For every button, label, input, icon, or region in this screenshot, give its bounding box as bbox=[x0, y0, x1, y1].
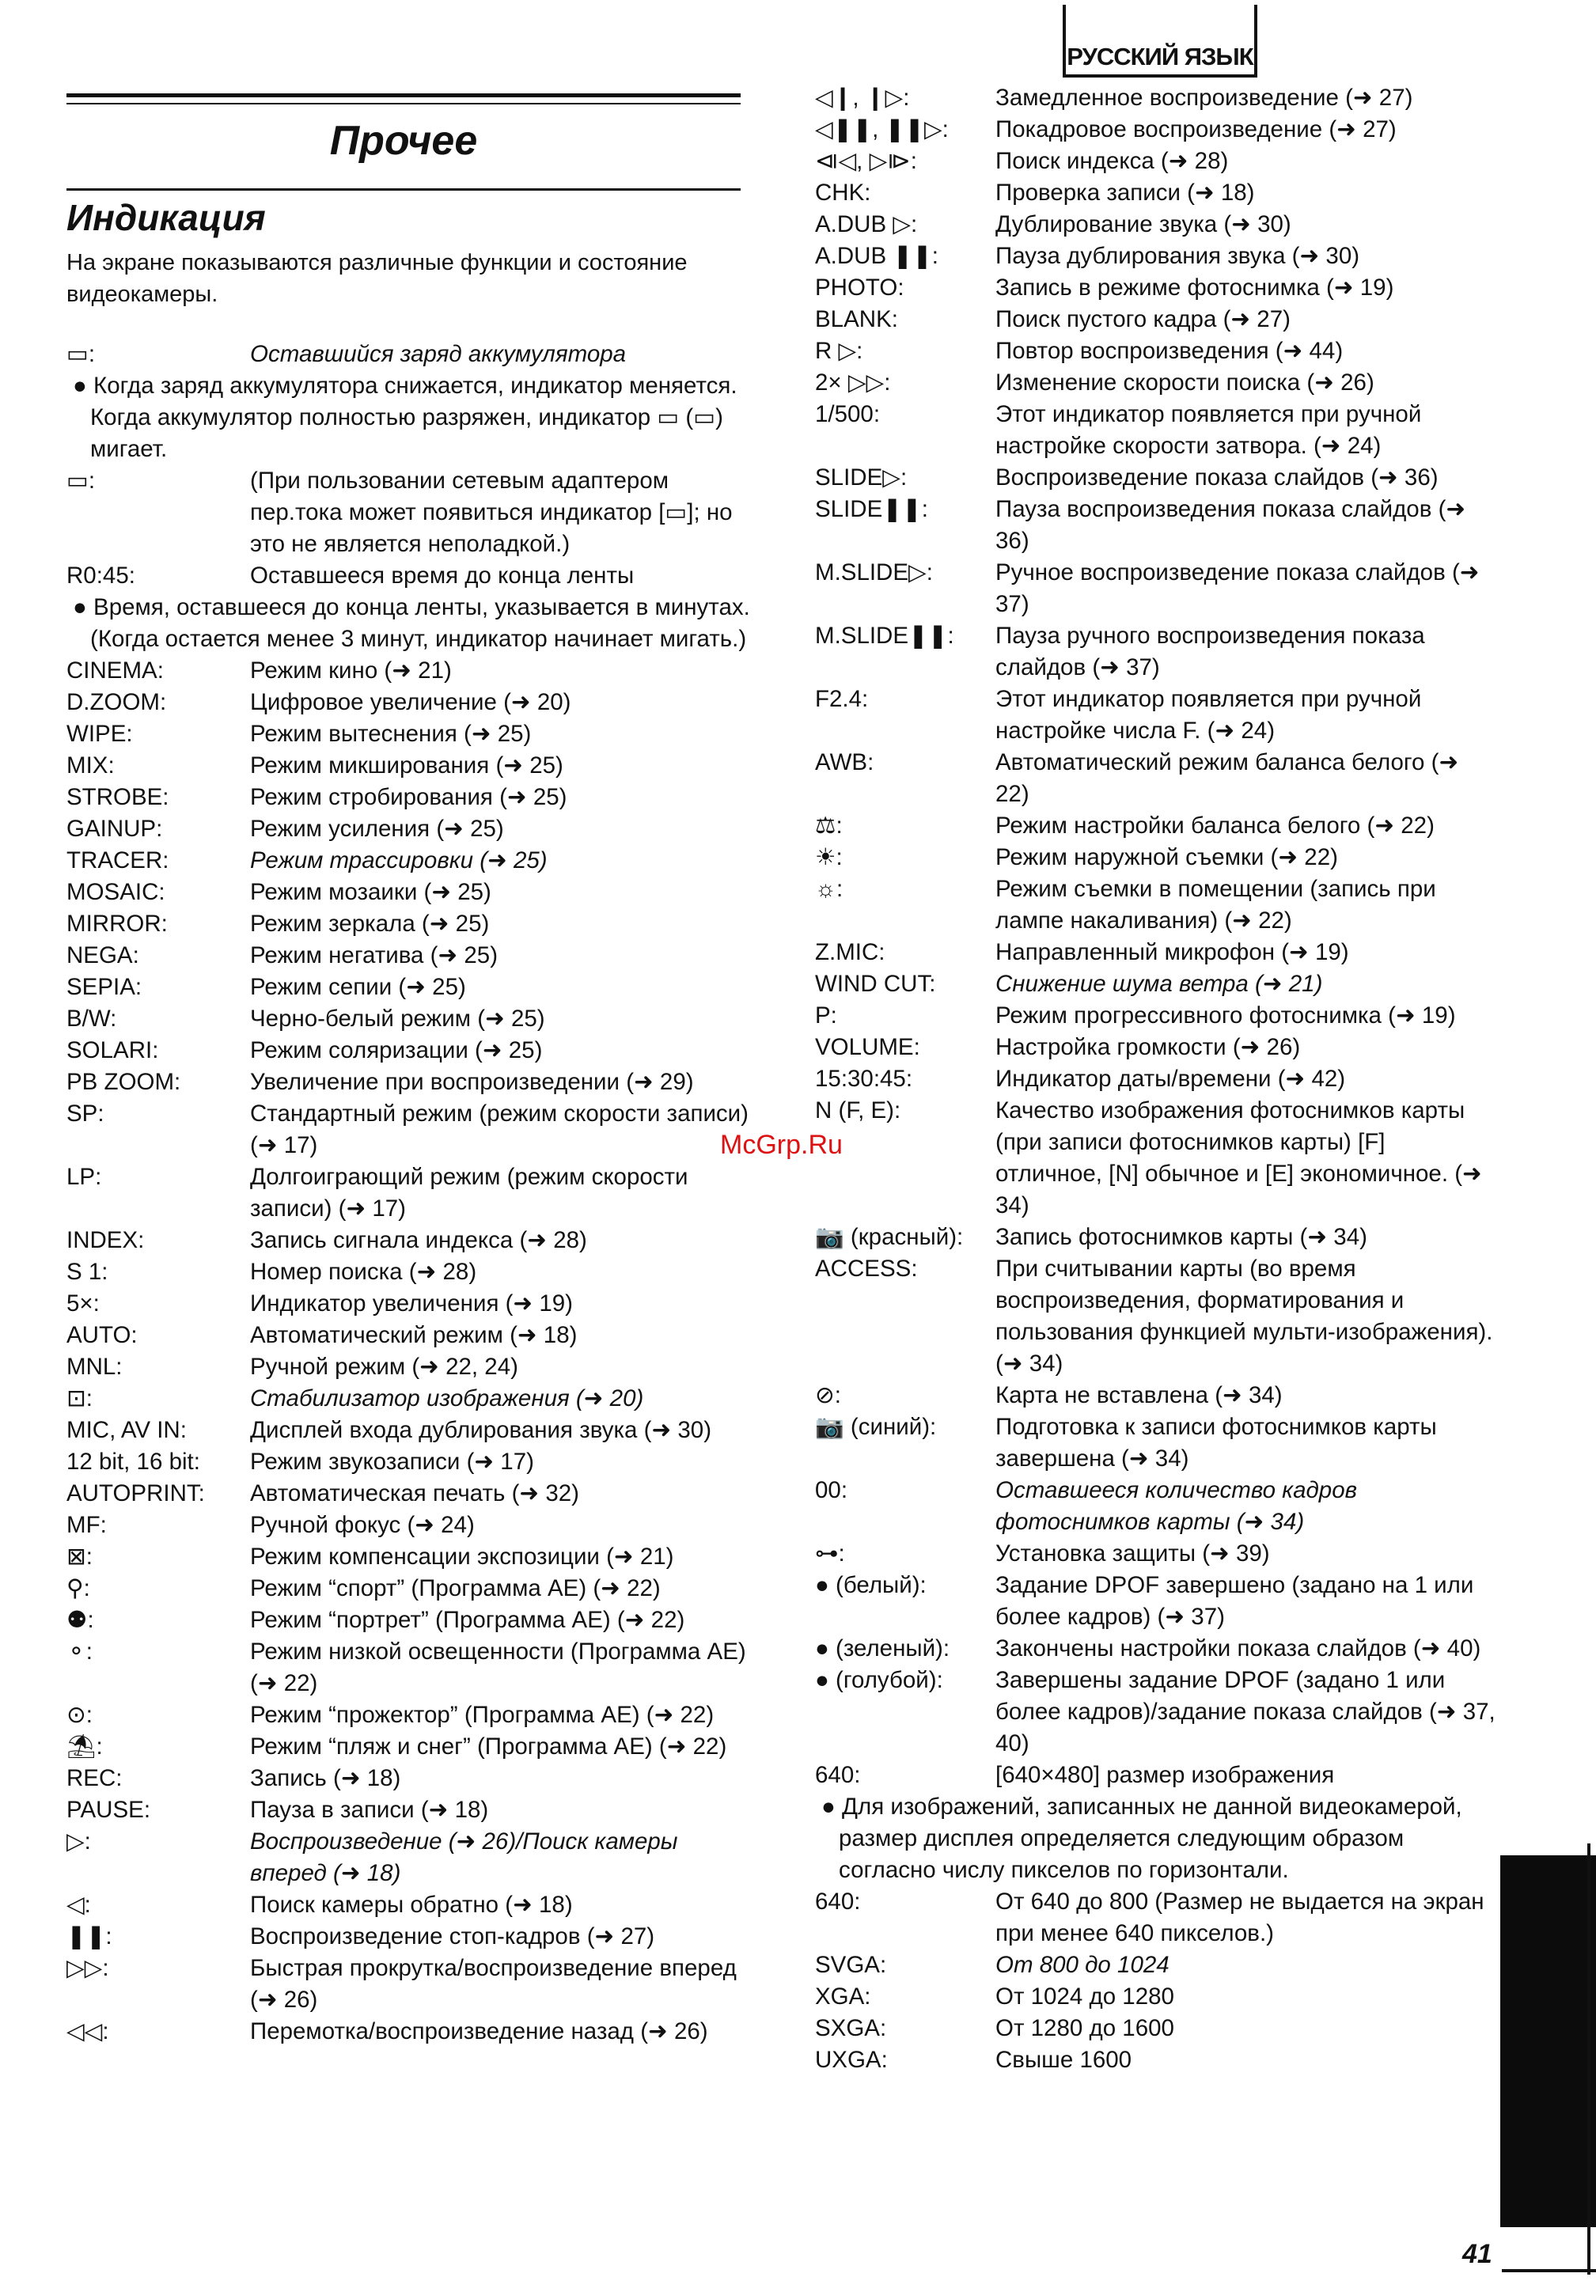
indicator-key: 📷 (синий): bbox=[815, 1414, 937, 1440]
indicator-description: Поиск индекса (➜ 28) bbox=[995, 148, 1229, 174]
indicator-key: 15:30:45: bbox=[815, 1066, 913, 1092]
bullet-note: ● Для изображений, записанных не данной видеокамерой, размер дисплея определяется следующим образом согласно числу пикселов по горизонтали. bbox=[821, 1794, 1462, 1883]
indicator-description: Индикатор увеличения (➜ 19) bbox=[250, 1290, 573, 1317]
indicator-key: NEGA: bbox=[66, 942, 139, 968]
indicator-row bbox=[66, 1763, 755, 1794]
indicator-row bbox=[815, 209, 1496, 241]
indicator-key: A.DUB ▷: bbox=[815, 211, 918, 237]
indicator-description: От 800 до 1024 bbox=[995, 1952, 1170, 1978]
indicator-key: WIPE: bbox=[66, 721, 133, 747]
indicator-key: ⛱: bbox=[66, 1733, 103, 1760]
indicator-row bbox=[66, 845, 755, 877]
page-number: 41 bbox=[1462, 2239, 1492, 2269]
indicator-key: UXGA: bbox=[815, 2047, 888, 2073]
language-tab: РУССКИЙ ЯЗЫК bbox=[1063, 5, 1257, 78]
indicator-key: N (F, E): bbox=[815, 1097, 901, 1123]
indicator-row bbox=[815, 810, 1496, 842]
indicator-key: D.ZOOM: bbox=[66, 689, 167, 715]
indicator-key: MF: bbox=[66, 1512, 107, 1538]
indicator-description: Качество изображения фотоснимков карты (при записи фотоснимков карты) [F] отличное, [N] обычное и [E] экономичное. (➜ 34) bbox=[995, 1097, 1482, 1218]
indicator-key: ⚲: bbox=[66, 1575, 90, 1601]
indicator-description: Этот индикатор появляется при ручной настройке скорости затвора. (➜ 24) bbox=[995, 401, 1422, 459]
indicator-row bbox=[66, 1098, 755, 1161]
indicator-key: ◁❚❚, ❚❚▷: bbox=[815, 116, 949, 142]
indicator-row bbox=[66, 1161, 755, 1225]
indicator-key: B/W: bbox=[66, 1006, 117, 1032]
indicator-description: Настройка громкости (➜ 26) bbox=[995, 1034, 1301, 1060]
indicator-key: AUTO: bbox=[66, 1322, 138, 1348]
indicator-key: 5×: bbox=[66, 1290, 100, 1317]
indicator-description: Запись сигнала индекса (➜ 28) bbox=[250, 1227, 587, 1253]
indicator-description: Режим звукозаписи (➜ 17) bbox=[250, 1449, 534, 1475]
indicator-description: Свыше 1600 bbox=[995, 2047, 1132, 2073]
indicator-row bbox=[66, 908, 755, 940]
indicator-row bbox=[815, 1475, 1496, 1538]
right-indicator-list bbox=[815, 82, 1496, 2076]
indicator-description: Пауза дублирования звука (➜ 30) bbox=[995, 243, 1360, 269]
top-rule-thin bbox=[66, 103, 741, 104]
indicator-description: Долгоиграющий режим (режим скорости записи) (➜ 17) bbox=[250, 1164, 688, 1222]
indicator-description: Воспроизведение показа слайдов (➜ 36) bbox=[995, 464, 1439, 491]
indicator-description: Режим низкой освещенности (Программа AE) (➜ 22) bbox=[250, 1639, 746, 1696]
indicator-description: Ручной фокус (➜ 24) bbox=[250, 1512, 475, 1538]
indicator-key: ● (голубой): bbox=[815, 1667, 943, 1693]
indicator-description: Режим наружной съемки (➜ 22) bbox=[995, 844, 1338, 870]
indicator-key: BLANK: bbox=[815, 306, 898, 332]
indicator-row bbox=[815, 1000, 1496, 1032]
indicator-description: Пауза ручного воспроизведения показа слайдов (➜ 37) bbox=[995, 623, 1425, 680]
indicator-key: SLIDE❚❚: bbox=[815, 496, 928, 522]
indicator-row bbox=[66, 1415, 755, 1446]
indicator-description: Увеличение при воспроизведении (➜ 29) bbox=[250, 1069, 694, 1095]
indicator-row bbox=[66, 1731, 755, 1763]
indicator-row bbox=[815, 1095, 1496, 1222]
indicator-key: 12 bit, 16 bit: bbox=[66, 1449, 200, 1475]
indicator-row bbox=[815, 1886, 1496, 1949]
top-rule bbox=[66, 93, 741, 97]
indicator-key: SVGA: bbox=[815, 1952, 887, 1978]
indicator-row bbox=[66, 813, 755, 845]
indicator-row bbox=[66, 1035, 755, 1067]
indicator-description: Перемотка/воспроизведение назад (➜ 26) bbox=[250, 2018, 708, 2044]
indicator-key: TRACER: bbox=[66, 847, 169, 873]
indicator-key: ◁◁: bbox=[66, 2018, 109, 2044]
indicator-key: ◁❙, ❙▷: bbox=[815, 85, 910, 111]
indicator-description: Дисплей входа дублирования звука (➜ 30) bbox=[250, 1417, 712, 1443]
indicator-row bbox=[66, 972, 755, 1003]
indicator-key: MIX: bbox=[66, 752, 115, 779]
indicator-row bbox=[815, 272, 1496, 304]
indicator-key: STROBE: bbox=[66, 784, 169, 810]
indicator-key: 00: bbox=[815, 1477, 848, 1503]
indicator-row bbox=[66, 1699, 755, 1731]
indicator-description: Режим усиления (➜ 25) bbox=[250, 816, 504, 842]
indicator-key: ▭: bbox=[66, 341, 96, 367]
indicator-description: Оставшийся заряд аккумулятора bbox=[250, 341, 627, 367]
indicator-row bbox=[66, 1953, 755, 2016]
indicator-row bbox=[66, 1889, 755, 1921]
indicator-key: LP: bbox=[66, 1164, 102, 1190]
indicator-row bbox=[815, 968, 1496, 1000]
indicator-description: Завершены задание DPOF (задано 1 или более кадров)/задание показа слайдов (➜ 37, 40) bbox=[995, 1667, 1496, 1756]
section-title: Прочее bbox=[329, 118, 478, 164]
indicator-row bbox=[815, 1949, 1496, 1981]
indicator-row bbox=[66, 782, 755, 813]
indicator-description: Режим настройки баланса белого (➜ 22) bbox=[995, 813, 1435, 839]
indicator-row bbox=[66, 1636, 755, 1699]
indicator-description: Режим мозаики (➜ 25) bbox=[250, 879, 491, 905]
indicator-row bbox=[66, 1605, 755, 1636]
indicator-row bbox=[815, 1222, 1496, 1253]
indicator-row bbox=[66, 750, 755, 782]
indicator-key: REC: bbox=[66, 1765, 123, 1791]
indicator-row bbox=[66, 1067, 755, 1098]
indicator-key: MIRROR: bbox=[66, 911, 168, 937]
indicator-row bbox=[815, 873, 1496, 937]
indicator-key: GAINUP: bbox=[66, 816, 163, 842]
indicator-description: Изменение скорости поиска (➜ 26) bbox=[995, 369, 1374, 396]
indicator-row bbox=[815, 937, 1496, 968]
indicator-description: Черно-белый режим (➜ 25) bbox=[250, 1006, 545, 1032]
indicator-key: SXGA: bbox=[815, 2015, 887, 2041]
indicator-description: Закончены настройки показа слайдов (➜ 40) bbox=[995, 1635, 1481, 1661]
indicator-row bbox=[66, 877, 755, 908]
indicator-description: От 1280 до 1600 bbox=[995, 2015, 1174, 2041]
indicator-row bbox=[66, 1383, 755, 1415]
indicator-description: Повтор воспроизведения (➜ 44) bbox=[995, 338, 1344, 364]
indicator-row bbox=[815, 620, 1496, 684]
indicator-description: Ручное воспроизведение показа слайдов (➜ 37) bbox=[995, 559, 1480, 617]
indicator-key: ⊙: bbox=[66, 1702, 93, 1728]
indicator-key: MNL: bbox=[66, 1354, 123, 1380]
indicator-description: Цифровое увеличение (➜ 20) bbox=[250, 689, 571, 715]
indicator-row bbox=[66, 1351, 755, 1383]
indicator-key: WIND CUT: bbox=[815, 971, 936, 997]
indicator-description: [640×480] размер изображения bbox=[995, 1762, 1335, 1788]
indicator-row bbox=[815, 684, 1496, 747]
indicator-key: ☀: bbox=[815, 844, 843, 870]
indicator-key: ⚉: bbox=[66, 1607, 94, 1633]
indicator-key: ⧏◁, ▷⧐: bbox=[815, 148, 917, 174]
indicator-description: Режим прогрессивного фотоснимка (➜ 19) bbox=[995, 1002, 1456, 1029]
indicator-row bbox=[815, 1032, 1496, 1063]
indicator-key: SLIDE▷: bbox=[815, 464, 908, 491]
indicator-key: 2× ▷▷: bbox=[815, 369, 891, 396]
indicator-key: M.SLIDE▷: bbox=[815, 559, 933, 585]
indicator-key: XGA: bbox=[815, 1983, 871, 2010]
indicator-description: Карта не вставлена (➜ 34) bbox=[995, 1382, 1283, 1408]
indicator-description: Снижение шума ветра (➜ 21) bbox=[995, 971, 1323, 997]
indicator-row bbox=[66, 1225, 755, 1256]
bullet-note: ● Время, оставшееся до конца ленты, указывается в минутах. (Когда остается менее 3 минут, индикатор начинает мигать.) bbox=[73, 594, 750, 652]
indicator-key: ⊘: bbox=[815, 1382, 841, 1408]
indicator-row bbox=[66, 718, 755, 750]
indicator-row bbox=[815, 1380, 1496, 1411]
indicator-row bbox=[66, 1510, 755, 1541]
indicator-row bbox=[815, 1063, 1496, 1095]
indicator-key: AWB: bbox=[815, 749, 874, 775]
indicator-row bbox=[815, 494, 1496, 557]
indicator-row bbox=[66, 1288, 755, 1320]
indicator-row bbox=[815, 842, 1496, 873]
indicator-description: Подготовка к записи фотоснимков карты завершена (➜ 34) bbox=[995, 1414, 1437, 1472]
indicator-row bbox=[66, 339, 755, 370]
title-rule bbox=[66, 188, 741, 191]
indicator-row bbox=[815, 1570, 1496, 1633]
indicator-row bbox=[66, 940, 755, 972]
indicator-row bbox=[66, 1794, 755, 1826]
indicator-description: Пауза в записи (➜ 18) bbox=[250, 1797, 489, 1823]
indicator-key: ☼: bbox=[815, 876, 843, 902]
indicator-row bbox=[815, 557, 1496, 620]
indicator-description: Номер поиска (➜ 28) bbox=[250, 1259, 477, 1285]
indicator-key: F2.4: bbox=[815, 686, 869, 712]
indicator-row bbox=[815, 2044, 1496, 2076]
indicator-description: Режим “портрет” (Программа AE) (➜ 22) bbox=[250, 1607, 685, 1633]
indicator-description: Воспроизведение (➜ 26)/Поиск камеры вперед (➜ 18) bbox=[250, 1828, 678, 1886]
indicator-row bbox=[815, 1253, 1496, 1380]
indicator-description: Режим кино (➜ 21) bbox=[250, 657, 452, 684]
indicator-row bbox=[815, 1665, 1496, 1760]
indicator-description: Задание DPOF завершено (задано на 1 или более кадров) (➜ 37) bbox=[995, 1572, 1474, 1630]
indicator-description: Оставшееся количество кадров фотоснимков карты (➜ 34) bbox=[995, 1477, 1358, 1535]
indicator-key: VOLUME: bbox=[815, 1034, 920, 1060]
indicator-row bbox=[66, 1446, 755, 1478]
indicator-row bbox=[815, 1981, 1496, 2013]
indicator-description: Режим соляризации (➜ 25) bbox=[250, 1037, 543, 1063]
watermark: McGrp.Ru bbox=[720, 1130, 843, 1160]
indicator-key: R ▷: bbox=[815, 338, 863, 364]
indicator-key: MOSAIC: bbox=[66, 879, 165, 905]
indicator-key: A.DUB ❚❚: bbox=[815, 243, 938, 269]
indicator-key: Z.MIC: bbox=[815, 939, 885, 965]
indicator-key: 640: bbox=[815, 1889, 861, 1915]
indicator-row bbox=[815, 1760, 1496, 1791]
indicator-description: Режим зеркала (➜ 25) bbox=[250, 911, 490, 937]
indicator-key: ▭: bbox=[66, 468, 96, 494]
indicator-row bbox=[66, 1003, 755, 1035]
indicator-key: ● (белый): bbox=[815, 1572, 927, 1598]
indicator-description: Стандартный режим (режим скорости записи) (➜ 17) bbox=[250, 1101, 749, 1158]
indicator-key: ◁: bbox=[66, 1892, 91, 1918]
indicator-row bbox=[66, 560, 755, 592]
indicator-key: SOLARI: bbox=[66, 1037, 159, 1063]
indicator-description: Этот индикатор появляется при ручной настройке числа F. (➜ 24) bbox=[995, 686, 1422, 744]
indicator-description: Дублирование звука (➜ 30) bbox=[995, 211, 1291, 237]
indicator-row bbox=[815, 1538, 1496, 1570]
indicator-row bbox=[815, 241, 1496, 272]
indicator-description: Автоматический режим (➜ 18) bbox=[250, 1322, 578, 1348]
indicator-description: Покадровое воспроизведение (➜ 27) bbox=[995, 116, 1397, 142]
indicator-description: Быстрая прокрутка/воспроизведение вперед (➜ 26) bbox=[250, 1955, 737, 2013]
indicator-description: Режим сепии (➜ 25) bbox=[250, 974, 466, 1000]
indicator-description: Запись фотоснимков карты (➜ 34) bbox=[995, 1224, 1367, 1250]
black-edge-tab bbox=[1500, 1855, 1596, 2227]
indicator-row bbox=[66, 1478, 755, 1510]
indicator-description: Поиск камеры обратно (➜ 18) bbox=[250, 1892, 573, 1918]
indicator-key: ⊡: bbox=[66, 1385, 93, 1411]
indicator-key: SEPIA: bbox=[66, 974, 142, 1000]
indicator-row bbox=[815, 177, 1496, 209]
indicator-key: ▷▷: bbox=[66, 1955, 109, 1981]
edge-line bbox=[1587, 1843, 1590, 2275]
indicator-description: Режим трассировки (➜ 25) bbox=[250, 847, 548, 873]
indicator-key: 📷 (красный): bbox=[815, 1224, 964, 1250]
indicator-key: M.SLIDE❚❚: bbox=[815, 623, 954, 649]
indicator-row bbox=[66, 655, 755, 687]
indicator-description: Режим стробирования (➜ 25) bbox=[250, 784, 567, 810]
indicator-row bbox=[815, 304, 1496, 335]
indicator-description: Запись (➜ 18) bbox=[250, 1765, 401, 1791]
indicator-description: Режим вытеснения (➜ 25) bbox=[250, 721, 532, 747]
indicator-key: 1/500: bbox=[815, 401, 881, 427]
indicator-description: Режим “спорт” (Программа AE) (➜ 22) bbox=[250, 1575, 661, 1601]
indicator-key: S 1: bbox=[66, 1259, 108, 1285]
indicator-key: CHK: bbox=[815, 180, 871, 206]
indicator-key: ⊠: bbox=[66, 1544, 93, 1570]
indicator-key: ACCESS: bbox=[815, 1256, 918, 1282]
indicator-row bbox=[815, 462, 1496, 494]
indicator-description: Установка защиты (➜ 39) bbox=[995, 1540, 1270, 1567]
indicator-key: ⚖: bbox=[815, 813, 843, 839]
indicator-key: PB ZOOM: bbox=[66, 1069, 181, 1095]
indicator-description: Оставшееся время до конца ленты bbox=[250, 563, 635, 589]
indicator-row bbox=[66, 1541, 755, 1573]
indicator-row bbox=[66, 1573, 755, 1605]
indicator-row bbox=[815, 82, 1496, 114]
indicator-description: Режим “пляж и снег” (Программа AE) (➜ 22) bbox=[250, 1733, 727, 1760]
indicator-description: Проверка записи (➜ 18) bbox=[995, 180, 1255, 206]
indicator-description: Режим съемки в помещении (запись при лампе накаливания) (➜ 22) bbox=[995, 876, 1436, 934]
indicator-row bbox=[66, 465, 755, 560]
indicator-row bbox=[815, 2013, 1496, 2044]
indicator-description: От 1024 до 1280 bbox=[995, 1983, 1174, 2010]
indicator-key: R0:45: bbox=[66, 563, 135, 589]
indicator-key: AUTOPRINT: bbox=[66, 1480, 205, 1506]
indicator-row bbox=[66, 1826, 755, 1889]
indicator-key: PHOTO: bbox=[815, 275, 904, 301]
indicator-key: MIC, AV IN: bbox=[66, 1417, 187, 1443]
indicator-key: CINEMA: bbox=[66, 657, 164, 684]
indicator-description: Замедленное воспроизведение (➜ 27) bbox=[995, 85, 1413, 111]
indicator-description: Запись в режиме фотоснимка (➜ 19) bbox=[995, 275, 1394, 301]
indicator-row bbox=[66, 687, 755, 718]
indicator-row bbox=[815, 399, 1496, 462]
indicator-description: Режим негатива (➜ 25) bbox=[250, 942, 499, 968]
indicator-description: Автоматический режим баланса белого (➜ 22) bbox=[995, 749, 1459, 807]
indicator-key: 640: bbox=[815, 1762, 861, 1788]
indicator-key: P: bbox=[815, 1002, 837, 1029]
indicator-description: От 640 до 800 (Размер не выдается на экран при менее 640 пикселов.) bbox=[995, 1889, 1484, 1946]
indicator-row bbox=[815, 146, 1496, 177]
indicator-description: Воспроизведение стоп-кадров (➜ 27) bbox=[250, 1923, 655, 1949]
indicator-description: Направленный микрофон (➜ 19) bbox=[995, 939, 1349, 965]
indicator-key: PAUSE: bbox=[66, 1797, 151, 1823]
intro-text: На экране показываются различные функции и состояние видеокамеры. bbox=[66, 250, 688, 307]
left-indicator-list bbox=[66, 339, 755, 2048]
indicator-description: Режим “прожектор” (Программа AE) (➜ 22) bbox=[250, 1702, 715, 1728]
indicator-row bbox=[66, 2016, 755, 2048]
indicator-key: INDEX: bbox=[66, 1227, 145, 1253]
bottom-line bbox=[1502, 2269, 1596, 2272]
bullet-note: ● Когда заряд аккумулятора снижается, индикатор меняется. Когда аккумулятор полностью разряжен, индикатор ▭ (▭) мигает. bbox=[73, 373, 737, 462]
indicator-description: Стабилизатор изображения (➜ 20) bbox=[250, 1385, 644, 1411]
indicator-row bbox=[66, 1256, 755, 1288]
indicator-key: ⊶: bbox=[815, 1540, 845, 1567]
subsection-title: Индикация bbox=[66, 197, 266, 238]
indicator-row bbox=[815, 114, 1496, 146]
indicator-key: ⚬: bbox=[66, 1639, 93, 1665]
indicator-row bbox=[815, 335, 1496, 367]
indicator-row bbox=[66, 1320, 755, 1351]
indicator-row bbox=[66, 1921, 755, 1953]
indicator-description: Режим микширования (➜ 25) bbox=[250, 752, 563, 779]
indicator-description: Автоматическая печать (➜ 32) bbox=[250, 1480, 579, 1506]
indicator-row bbox=[815, 1411, 1496, 1475]
indicator-description: Индикатор даты/времени (➜ 42) bbox=[995, 1066, 1346, 1092]
indicator-key: SP: bbox=[66, 1101, 104, 1127]
indicator-description: Пауза воспроизведения показа слайдов (➜ 36) bbox=[995, 496, 1466, 554]
indicator-description: Поиск пустого кадра (➜ 27) bbox=[995, 306, 1291, 332]
indicator-key: ▷: bbox=[66, 1828, 91, 1855]
indicator-row bbox=[815, 367, 1496, 399]
indicator-description: При считывании карты (во время воспроизведения, форматирования и пользования функцией мульти-изображения). (➜ 34) bbox=[995, 1256, 1493, 1377]
indicator-description: Ручной режим (➜ 22, 24) bbox=[250, 1354, 518, 1380]
indicator-description: Режим компенсации экспозиции (➜ 21) bbox=[250, 1544, 674, 1570]
indicator-row bbox=[815, 1633, 1496, 1665]
indicator-key: ❚❚: bbox=[66, 1923, 112, 1949]
indicator-key: ● (зеленый): bbox=[815, 1635, 950, 1661]
indicator-row bbox=[815, 747, 1496, 810]
indicator-description: (При пользовании сетевым адаптером пер.тока может появиться индикатор [▭]; но это не является неполадкой.) bbox=[250, 468, 733, 557]
